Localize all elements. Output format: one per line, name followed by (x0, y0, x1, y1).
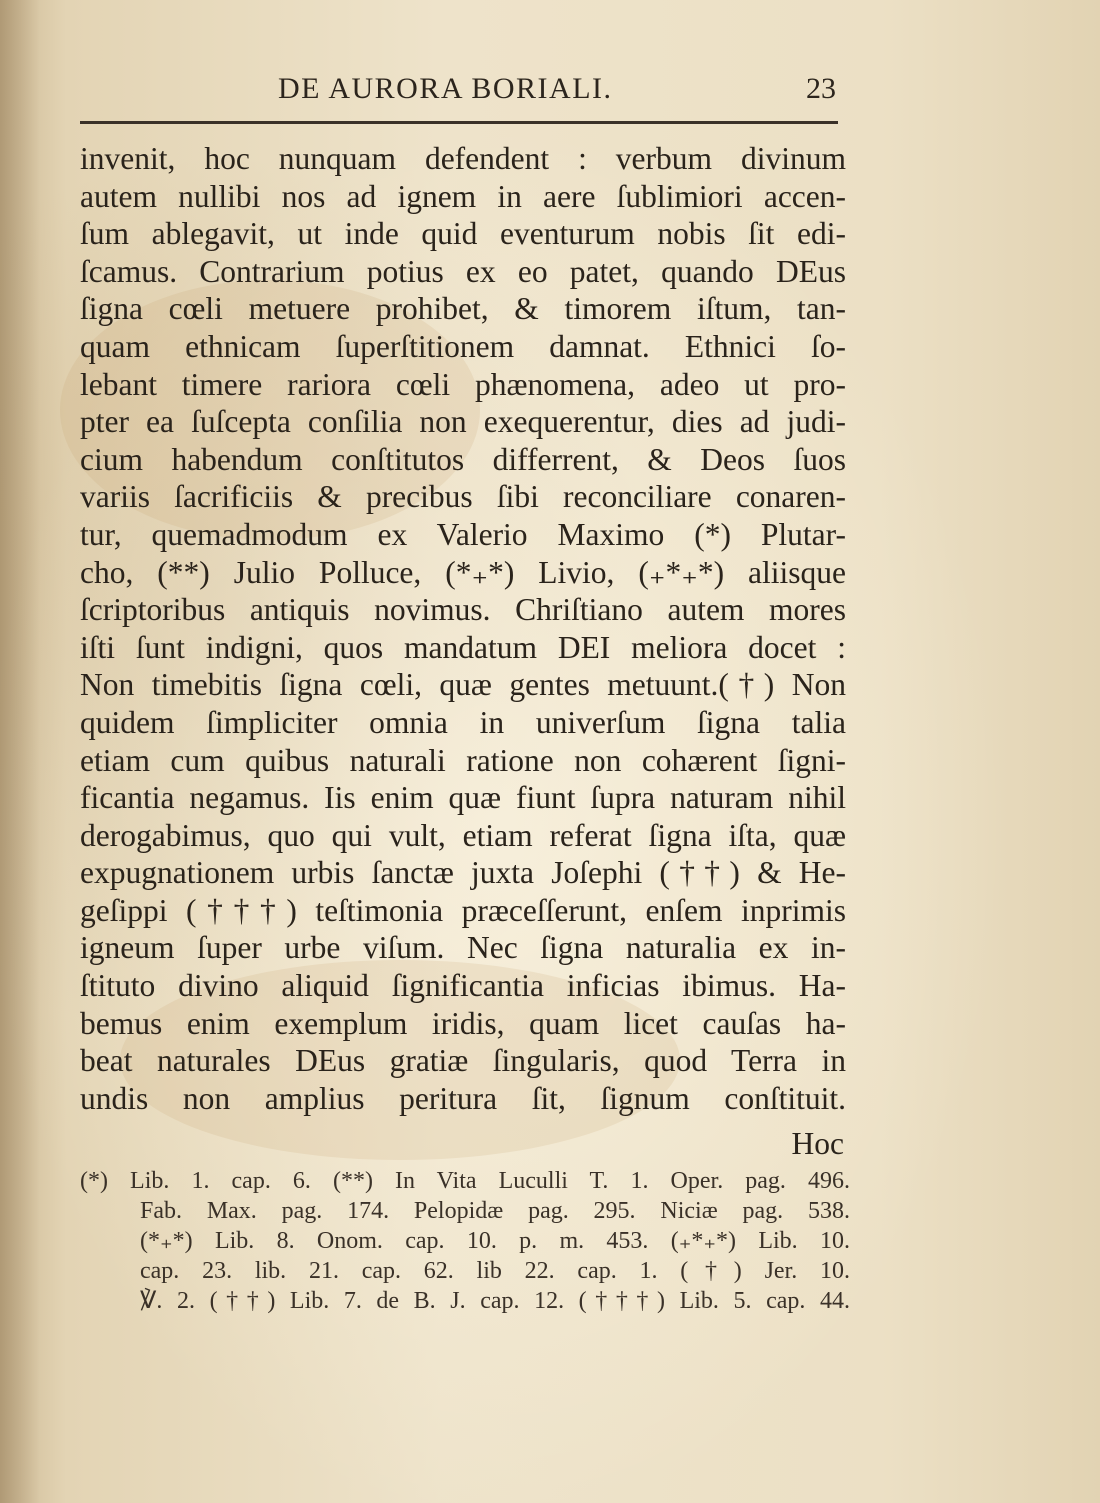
text-line: ſtituto divino aliquid ſignificantia inficias ibimus. Ha- (80, 968, 846, 1004)
footnote-line: Fab. Max. pag. 174. Pelopidæ pag. 295. Niciæ pag. 538. (140, 1198, 850, 1224)
footnote-line: cap. 23. lib. 21. cap. 62. lib 22. cap. 1. (†) Jer. 10. (140, 1258, 850, 1284)
text-line: autem nullibi nos ad ignem in aere ſublimiori accen- (80, 178, 846, 214)
text-line: ſcamus. Contrarium potius ex eo patet, quando DEus (80, 253, 846, 289)
text-line: undis non amplius peritura ſit, ſignum conſtituit. (80, 1080, 846, 1116)
text-line: geſippi (†††) teſtimonia præceſſerunt, enſem inprimis (80, 892, 846, 928)
text-line: tur, quemadmodum ex Valerio Maximo (*) Plutar- (80, 516, 846, 552)
footnotes (80, 1166, 850, 1316)
text-line: iſti ſunt indigni, quos mandatum DEI meliora docet : (80, 629, 846, 665)
text-line: quidem ſimpliciter omnia in univerſum ſigna talia (80, 704, 846, 740)
text-line: invenit, hoc nunquam defendent : verbum divinum (80, 141, 846, 176)
text-line: cho, (**) Julio Polluce, (*₊*) Livio, (₊*₊*) aliisque (80, 554, 846, 590)
text-line: derogabimus, quo qui vult, etiam referat ſigna iſta, quæ (80, 817, 846, 853)
text-line: Non timebitis ſigna cœli, quæ gentes metuunt.(†) Non (80, 667, 846, 703)
text-line: pter ea ſuſcepta conſilia non exequerentur, dies ad judi- (80, 404, 846, 440)
footnote-line: (*₊*) Lib. 8. Onom. cap. 10. p. m. 453. (₊*₊*) Lib. 10. (140, 1228, 850, 1254)
text-line: quam ethnicam ſuperſtitionem damnat. Ethnici ſo- (80, 328, 846, 364)
text-line: bemus enim exemplum iridis, quam licet cauſas ha- (80, 1005, 846, 1041)
text-line: ſcriptoribus antiquis novimus. Chriſtiano autem mores (80, 592, 846, 628)
gutter-shadow (0, 0, 40, 1503)
body-text (80, 140, 846, 1117)
text-line: ficantia negamus. Iis enim quæ fiunt ſupra naturam nihil (80, 780, 846, 816)
text-line: igneum ſuper urbe viſum. Nec ſigna naturalia ex in- (80, 930, 846, 966)
footnote-line: ℣. 2. (††) Lib. 7. de B. J. cap. 12. (†††) Lib. 5. cap. 44. (140, 1288, 850, 1314)
text-line: expugnationem urbis ſanctæ juxta Joſephi (††) & He- (80, 855, 846, 891)
catchword: Hoc (791, 1126, 844, 1161)
page-header (78, 62, 840, 114)
text-line: etiam cum quibus naturali ratione non cohærent ſigni- (80, 742, 846, 778)
page-number: 23 (806, 72, 836, 105)
header-rule (80, 121, 838, 124)
text-line: variis ſacrificiis & precibus ſibi reconciliare conaren- (80, 479, 846, 515)
text-line: cium habendum conſtitutos differrent, & Deos ſuos (80, 441, 846, 477)
running-title: DE AURORA BORIALI. (278, 72, 613, 105)
text-line: ſigna cœli metuere prohibet, & timorem iſtum, tan- (80, 291, 846, 327)
text-line: ſum ablegavit, ut inde quid eventurum nobis ſit edi- (80, 216, 846, 252)
text-line: beat naturales DEus gratiæ ſingularis, quod Terra in (80, 1043, 846, 1079)
text-line: lebant timere rariora cœli phænomena, adeo ut pro- (80, 366, 846, 402)
footnote-line: (*) Lib. 1. cap. 6. (**) In Vita Luculli T. 1. Oper. pag. 496. (80, 1168, 850, 1194)
